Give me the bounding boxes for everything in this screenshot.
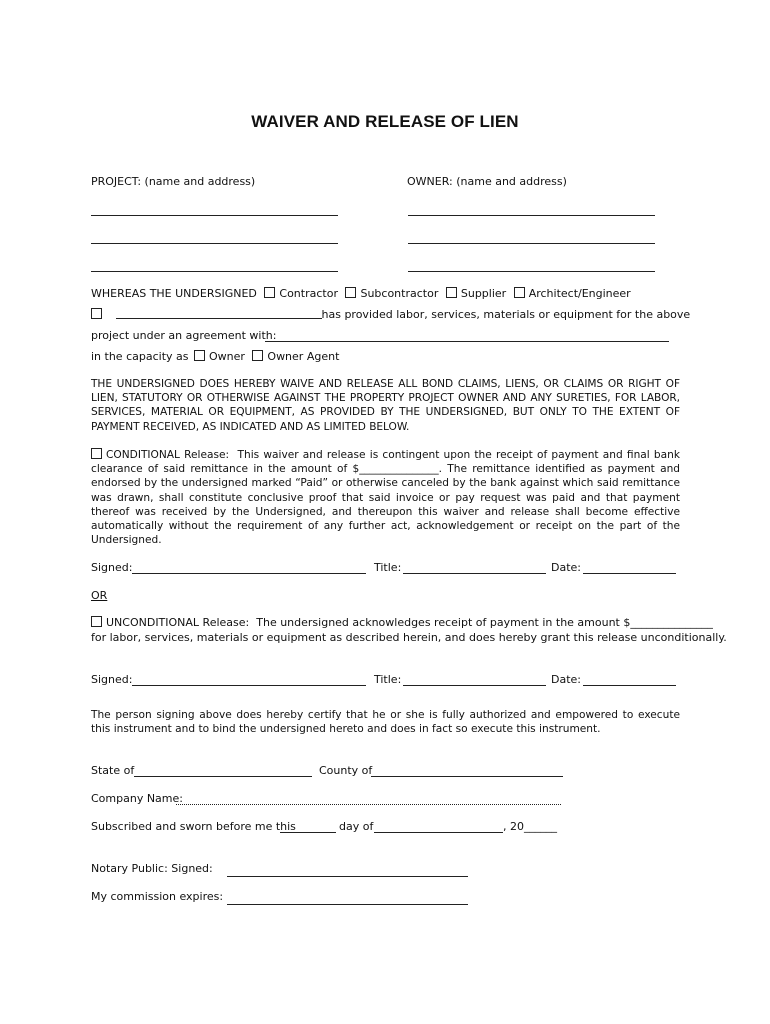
project-line-1[interactable] (91, 215, 338, 216)
sworn-month-line[interactable] (374, 832, 503, 833)
unconditional-line-1 (91, 616, 713, 629)
certify-paragraph: The person signing above does hereby certify that he or she is fully authorized and empowered to execute this instrument and to bind the undersigned hereto and does in fact so execute this instrument. (91, 709, 680, 736)
owner-option-label: Owner (208, 350, 245, 363)
title-line-2[interactable] (403, 685, 546, 686)
notary-label: Notary Public: Signed: (91, 862, 213, 875)
sworn-day-line[interactable] (280, 832, 336, 833)
date-line-2[interactable] (583, 685, 676, 686)
architect-engineer-label: Architect/Engineer (528, 287, 631, 300)
other-row (91, 308, 690, 321)
unconditional-amount-blank[interactable]: _______________ (630, 616, 713, 629)
whereas-row (91, 287, 631, 300)
signed-line-2[interactable] (132, 685, 366, 686)
date-label-1: Date: (551, 561, 581, 574)
project-line-3[interactable] (91, 271, 338, 272)
notary-signature-line[interactable] (227, 876, 468, 877)
conditional-checkbox[interactable] (91, 448, 102, 459)
provided-text: has provided labor, services, materials or equipment for the above (321, 308, 691, 321)
company-label: Company Name: (91, 792, 183, 805)
unconditional-checkbox[interactable] (91, 616, 102, 627)
owner-label: OWNER: (name and address) (407, 175, 567, 188)
owner-line-1[interactable] (408, 215, 655, 216)
project-line-2[interactable] (91, 243, 338, 244)
title-label-1: Title: (374, 561, 402, 574)
agreement-line[interactable] (265, 341, 669, 342)
year-blank[interactable]: ______ (524, 820, 557, 833)
subcontractor-checkbox[interactable] (345, 287, 356, 298)
agreement-label: project under an agreement with: (91, 329, 277, 342)
owner-line-2[interactable] (408, 243, 655, 244)
or-label: OR (91, 589, 108, 602)
sworn-label: Subscribed and sworn before me this (91, 820, 296, 833)
owner-agent-label: Owner Agent (267, 350, 340, 363)
project-label: PROJECT: (name and address) (91, 175, 256, 188)
conditional-label: CONDITIONAL Release: (106, 449, 230, 461)
whereas-lead: WHEREAS THE UNDERSIGNED (91, 287, 257, 300)
year-field (503, 820, 557, 833)
date-label-2: Date: (551, 673, 581, 686)
contractor-label: Contractor (279, 287, 338, 300)
supplier-label: Supplier (460, 287, 507, 300)
signed-label-1: Signed: (91, 561, 133, 574)
title-line-1[interactable] (403, 573, 546, 574)
commission-label: My commission expires: (91, 890, 224, 903)
commission-line[interactable] (227, 904, 468, 905)
architect-engineer-checkbox[interactable] (514, 287, 525, 298)
document-title: WAIVER AND RELEASE OF LIEN (251, 112, 519, 131)
county-label: County of (319, 764, 373, 777)
other-blank[interactable] (116, 308, 322, 319)
unconditional-label: UNCONDITIONAL Release: (106, 616, 250, 629)
conditional-text-1: This waiver and release is contingent upon the receipt of payment and final bank clearance of said remittance in the amount of $ (91, 449, 680, 476)
other-checkbox[interactable] (91, 308, 102, 319)
supplier-checkbox[interactable] (446, 287, 457, 298)
county-line[interactable] (371, 776, 563, 777)
conditional-release (91, 448, 680, 547)
company-line[interactable] (176, 804, 561, 805)
unconditional-text: The undersigned acknowledges receipt of payment in the amount $ (256, 616, 631, 629)
contractor-checkbox[interactable] (264, 287, 275, 298)
conditional-text-2: . The remittance identified as payment and endorsed by the undersigned marked “Paid” or otherwise canceled by the bank against which said remittance was drawn, shall constitute conclusive proof that said invoice or pay request was paid and that payment thereof was received by the Undersigned, and thereupon this waiver and release shall become effective automatically without the requirement of any further act, acknowledgement or receipt on the part of the Undersigned. (91, 463, 681, 547)
capacity-label: in the capacity as (91, 350, 189, 363)
owner-line-3[interactable] (408, 271, 655, 272)
signed-label-2: Signed: (91, 673, 133, 686)
day-of-label: day of (339, 820, 374, 833)
capacity-row (91, 350, 339, 363)
date-line-1[interactable] (583, 573, 676, 574)
waiver-paragraph: THE UNDERSIGNED DOES HEREBY WAIVE AND RELEASE ALL BOND CLAIMS, LIENS, OR CLAIMS OR RIGHT OF LIEN, STATUTORY OR OTHERWISE AGAINST THE PROPERTY PROJECT OWNER AND ANY SURETIES, FOR LABOR, SERVICES, MATERIAL OR EQUIPMENT, AS PROVIDED BY THE UNDERSIGNED, BUT ONLY TO THE EXTENT OF PAYMENT RECEIVED, AS INDICATED AND AS LIMITED BELOW. (91, 378, 680, 433)
year-prefix: , 20 (503, 820, 524, 833)
state-line[interactable] (134, 776, 312, 777)
subcontractor-label: Subcontractor (360, 287, 439, 300)
owner-checkbox[interactable] (194, 350, 205, 361)
signed-line-1[interactable] (132, 573, 366, 574)
unconditional-text-2: for labor, services, materials or equipment as described herein, and does hereby grant this release unconditionally. (91, 631, 727, 644)
state-label: State of (91, 764, 135, 777)
owner-agent-checkbox[interactable] (252, 350, 263, 361)
conditional-amount-blank[interactable]: _______________ (359, 463, 439, 476)
title-label-2: Title: (374, 673, 402, 686)
